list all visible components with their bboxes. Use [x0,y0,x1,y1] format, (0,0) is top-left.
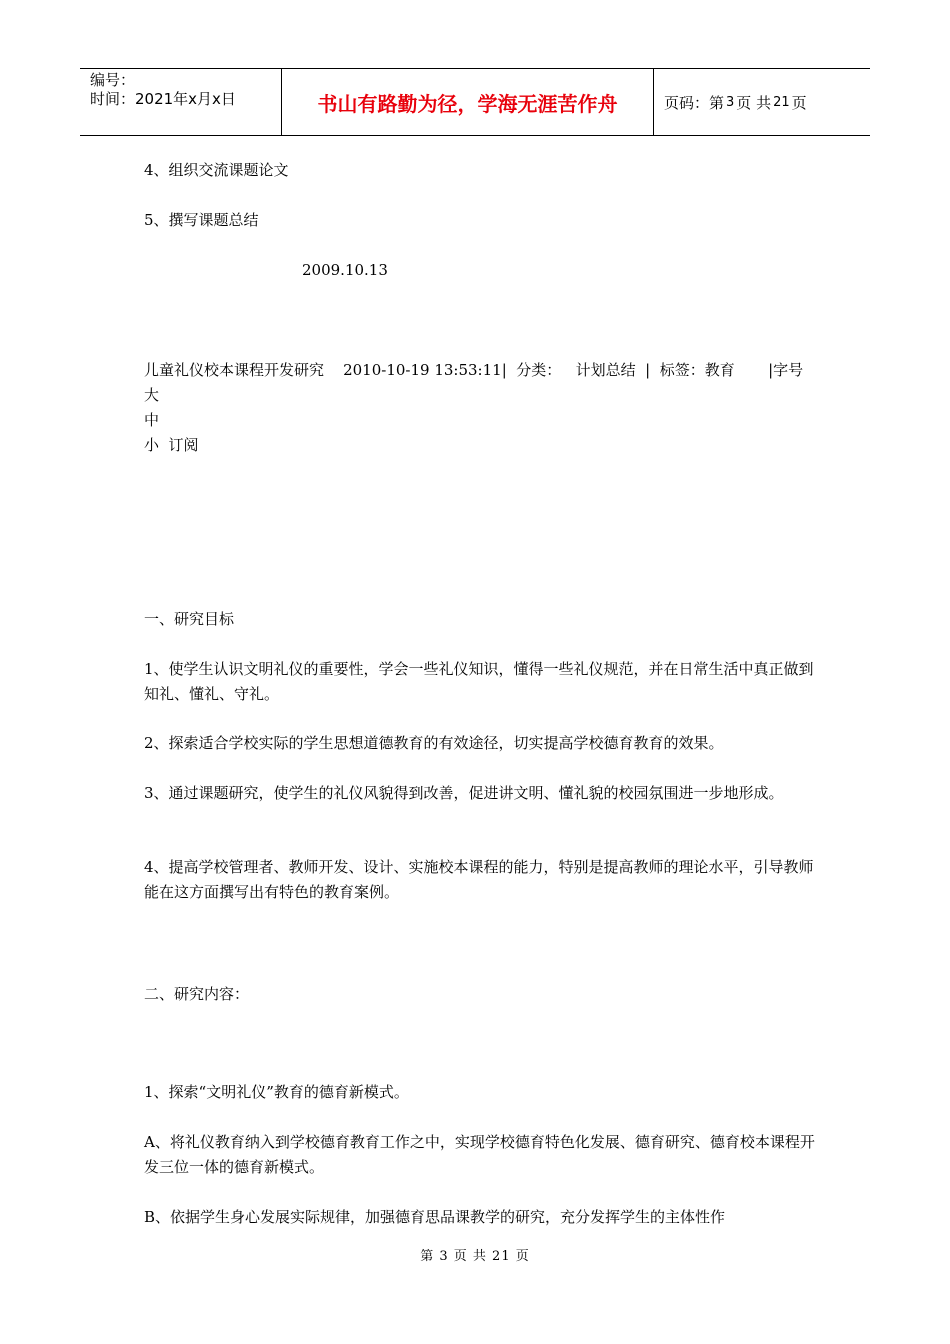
header-motto: 书山有路勤为径，学海无涯苦作舟 [282,69,654,135]
date-line: 2009.10.13 [302,261,388,279]
page-total: 21 [773,94,790,110]
section-2-title: 二、研究内容： [144,985,250,1003]
header-page-info [654,69,870,135]
goal-3: 3、通过课题研究，使学生的礼仪风貌得到改善，促进讲文明、懂礼貌的校园氛围进一步地形成。 [144,784,784,802]
date-label: 时间：2021年x月x日 [90,90,236,108]
font-size-medium[interactable]: 中 [144,411,160,429]
content-1: 1、探索“文明礼仪”教育的德育新模式。 [144,1083,409,1101]
number-label: 编号： [90,71,136,89]
content-b: B、依据学生身心发展实际规律，加强德育思品课教学的研究，充分发挥学生的主体性作 [144,1208,726,1226]
page-current: 3 [726,94,735,110]
post-meta: 儿童礼仪校本课程开发研究 2010-10-19 13:53:11| 分类： 计划总结 | 标签：教育 |字号 [144,361,804,379]
page-mid: 页 共 [736,93,772,112]
font-size-small-subscribe[interactable]: 小 订阅 [144,436,199,454]
content-a: A、将礼仪教育纳入到学校德育教育工作之中，实现学校德育特色化发展、德育研究、德育校本课程开发三位一体的德育新模式。 [144,1133,815,1176]
header-meta [80,69,282,135]
page-header [80,68,870,136]
item-5: 5、撰写课题总结 [144,211,259,229]
font-size-large[interactable]: 大 [144,386,160,404]
page-footer: 第 3 页 共 21 页 [420,1249,530,1264]
goal-2: 2、探索适合学校实际的学生思想道德教育的有效途径，切实提高学校德育教育的效果。 [144,734,724,752]
goal-4: 4、提高学校管理者、教师开发、设计、实施校本课程的能力，特别是提高教师的理论水平，引导教师能在这方面撰写出有特色的教育案例。 [144,858,814,901]
page-prefix: 页码：第 [664,93,725,112]
goal-1: 1、使学生认识文明礼仪的重要性，学会一些礼仪知识，懂得一些礼仪规范，并在日常生活中真正做到知礼、懂礼、守礼。 [144,660,814,703]
item-4: 4、组织交流课题论文 [144,161,289,179]
page-suffix: 页 [791,93,807,112]
section-1-title: 一、研究目标 [144,610,235,628]
